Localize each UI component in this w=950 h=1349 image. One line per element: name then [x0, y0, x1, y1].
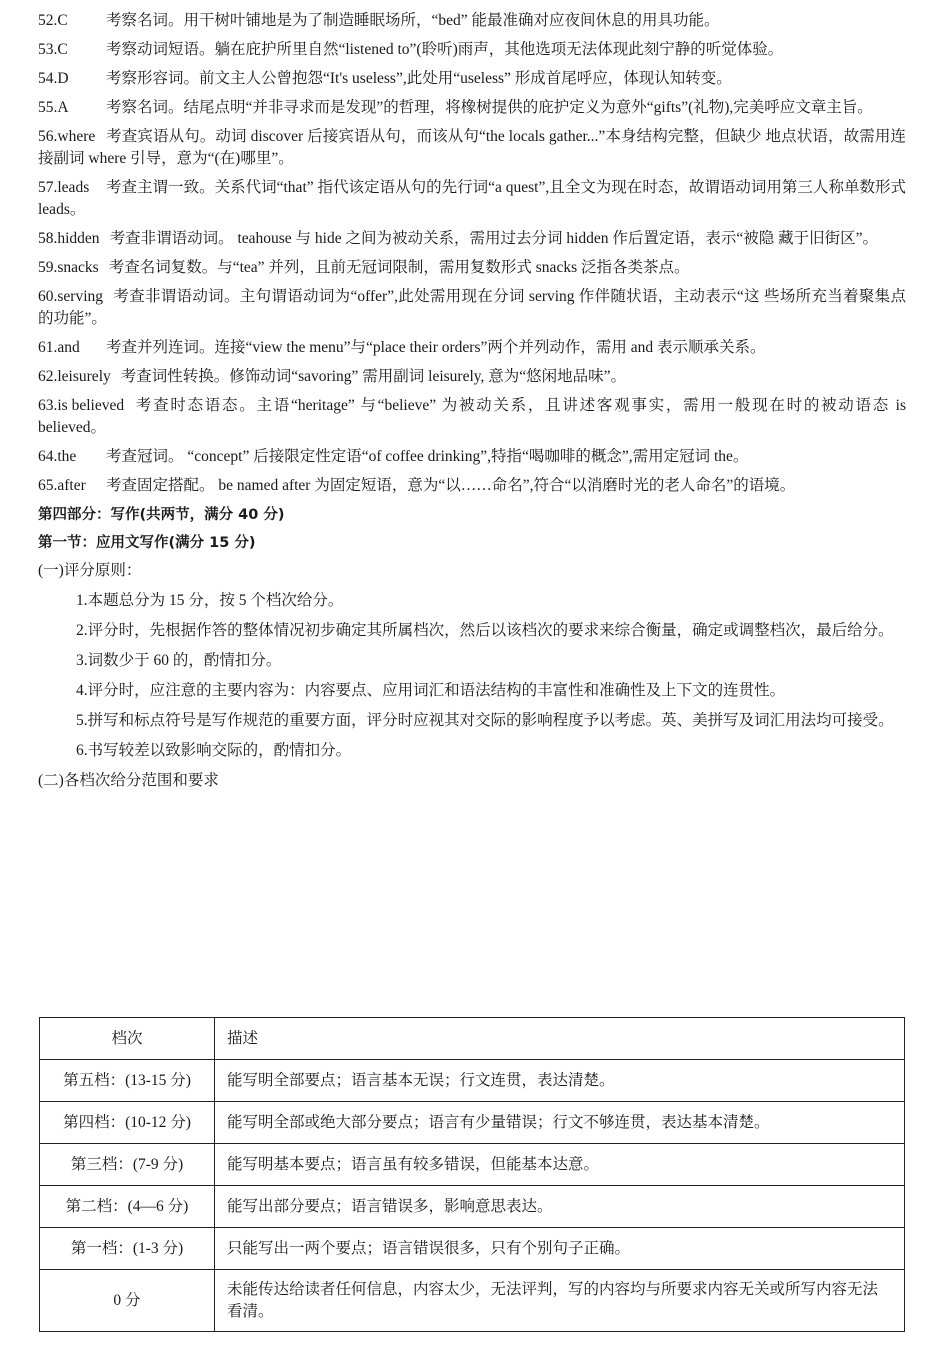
grade-level: 第五档：(13-15 分) — [40, 1060, 215, 1102]
answer-56 — [38, 126, 906, 170]
header-level: 档次 — [40, 1018, 215, 1060]
answer-number: 56.where — [38, 128, 96, 145]
answer-explanation: 考查名词复数。与“tea” 并列，且前无冠词限制，需用复数形式 snacks 泛指各类茶点。 — [108, 259, 690, 276]
answer-number: 54.D — [38, 70, 69, 87]
answer-explanation: 考查非谓语动词。主句谓语动词为“offer”,此处需用现在分词 serving 作伴随状语，主动表示“这 些场所充当着聚集点的功能”。 — [38, 288, 906, 327]
grades-title: (二)各档次给分范围和要求 — [38, 772, 219, 789]
answer-number: 64.the — [38, 448, 77, 465]
grade-description: 能写明全部或绝大部分要点；语言有少量错误；行文不够连贯，表达基本清楚。 — [215, 1102, 905, 1144]
grade-description: 能写明基本要点；语言虽有较多错误，但能基本达意。 — [215, 1144, 905, 1186]
table-row — [40, 1228, 905, 1270]
grading-table — [39, 1017, 905, 1332]
table-row — [40, 1102, 905, 1144]
answer-explanation: 考察动词短语。躺在庇护所里自然“listened to”(聆听)雨声，其他选项无法体现此刻宁静的听觉体验。 — [106, 41, 784, 58]
answer-explanation: 考查并列连词。连接“view the menu”与“place their orders”两个并列动作，需用 and 表示顺承关系。 — [106, 339, 766, 356]
answer-number: 62.leisurely — [38, 368, 111, 385]
answer-number: 57.leads — [38, 179, 90, 196]
grade-level: 0 分 — [40, 1270, 215, 1332]
grade-description: 能写明全部要点；语言基本无误；行文连贯，表达清楚。 — [215, 1060, 905, 1102]
answer-explanation: 考查非谓语动词。 teahouse 与 hide 之间为被动关系，需用过去分词 hidden 作后置定语，表示“被隐 藏于旧街区”。 — [109, 230, 879, 247]
answer-explanation: 考察名词。用干树叶铺地是为了制造睡眠场所，“bed” 能最准确对应夜间休息的用具功能。 — [106, 12, 720, 29]
answer-61 — [38, 337, 906, 359]
answer-64 — [38, 446, 906, 468]
answer-number: 58.hidden — [38, 230, 100, 247]
answer-explanation: 考查主谓一致。关系代词“that” 指代该定语从句的先行词“a quest”,且全文为现在时态，故谓语动词用第三人称单数形式 leads。 — [38, 179, 906, 218]
grade-level: 第二档：(4—6 分) — [40, 1186, 215, 1228]
principle-6: 6.书写较差以致影响交际的，酌情扣分。 — [76, 742, 352, 759]
principles-title: (一)评分原则： — [38, 562, 142, 579]
answer-number: 63.is believed — [38, 397, 125, 414]
answer-explanation: 考查冠词。 “concept” 后接限定性定语“of coffee drinking”,特指“喝咖啡的概念”,需用定冠词 the。 — [106, 448, 749, 465]
grade-level: 第四档：(10-12 分) — [40, 1102, 215, 1144]
principle-1: 1.本题总分为 15 分，按 5 个档次给分。 — [76, 592, 344, 609]
answer-explanation: 考查词性转换。修饰动词“savoring” 需用副词 leisurely, 意为“悠闲地品味”。 — [120, 368, 627, 385]
header-description: 描述 — [215, 1018, 905, 1060]
answer-59 — [38, 257, 906, 279]
answer-number: 65.after — [38, 477, 86, 494]
answer-54 — [38, 68, 906, 90]
grade-description: 未能传达给读者任何信息，内容太少，无法评判，写的内容均与所要求内容无关或所写内容无法看清。 — [215, 1270, 905, 1332]
answer-number: 60.serving — [38, 288, 104, 305]
grade-level: 第三档：(7-9 分) — [40, 1144, 215, 1186]
answer-number: 52.C — [38, 12, 68, 29]
answer-65 — [38, 475, 906, 497]
answer-number: 59.snacks — [38, 259, 99, 276]
answer-63 — [38, 395, 906, 439]
answer-57 — [38, 177, 906, 221]
principle-4: 4.评分时，应注意的主要内容为：内容要点、应用词汇和语法结构的丰富性和准确性及上下文的连贯性。 — [76, 682, 786, 699]
table-row — [40, 1060, 905, 1102]
grade-description: 能写出部分要点；语言错误多，影响意思表达。 — [215, 1186, 905, 1228]
answer-55 — [38, 97, 906, 119]
table-row — [40, 1144, 905, 1186]
principle-2: 2.评分时，先根据作答的整体情况初步确定其所属档次，然后以该档次的要求来综合衡量，确定或调整档次，最后给分。 — [76, 622, 894, 639]
answer-explanation: 考查宾语从句。动词 discover 后接宾语从句，而该从句“the locals gather...”本身结构完整，但缺少 地点状语，故需用连接副词 where 引导，意为“(在)哪里”。 — [38, 128, 906, 167]
answer-explanation: 考查时态语态。主语“heritage” 与“believe” 为被动关系，且讲述客观事实，需用一般现在时的被动语态 is believed。 — [38, 397, 906, 436]
table-row — [40, 1186, 905, 1228]
section1-title: 第一节：应用文写作(满分 15 分) — [38, 535, 256, 551]
answer-explanation: 考察形容词。前文主人公曾抱怨“It's useless”,此处用“useless” 形成首尾呼应，体现认知转变。 — [106, 70, 732, 87]
grade-description: 只能写出一两个要点；语言错误很多，只有个别句子正确。 — [215, 1228, 905, 1270]
grade-level: 第一档：(1-3 分) — [40, 1228, 215, 1270]
answer-key-page — [38, 10, 906, 798]
answer-62 — [38, 366, 906, 388]
answer-60 — [38, 286, 906, 330]
table-header-row — [40, 1018, 905, 1060]
answer-explanation: 考察名词。结尾点明“并非寻求而是发现”的哲理，将橡树提供的庇护定义为意外“gifts”(礼物),完美呼应文章主旨。 — [106, 99, 873, 116]
part4-title: 第四部分：写作(共两节，满分 40 分) — [38, 507, 285, 523]
principle-3: 3.词数少于 60 的，酌情扣分。 — [76, 652, 282, 669]
answer-58 — [38, 228, 906, 250]
answer-explanation: 考查固定搭配。 be named after 为固定短语，意为“以……命名”,符合“以消磨时光的老人命名”的语境。 — [106, 477, 796, 494]
principle-5: 5.拼写和标点符号是写作规范的重要方面，评分时应视其对交际的影响程度予以考虑。英、美拼写及词汇用法均可接受。 — [76, 712, 894, 729]
answer-53 — [38, 39, 906, 61]
answer-number: 61.and — [38, 339, 80, 356]
answer-52 — [38, 10, 906, 32]
table-row — [40, 1270, 905, 1332]
answer-number: 55.A — [38, 99, 69, 116]
answer-number: 53.C — [38, 41, 68, 58]
